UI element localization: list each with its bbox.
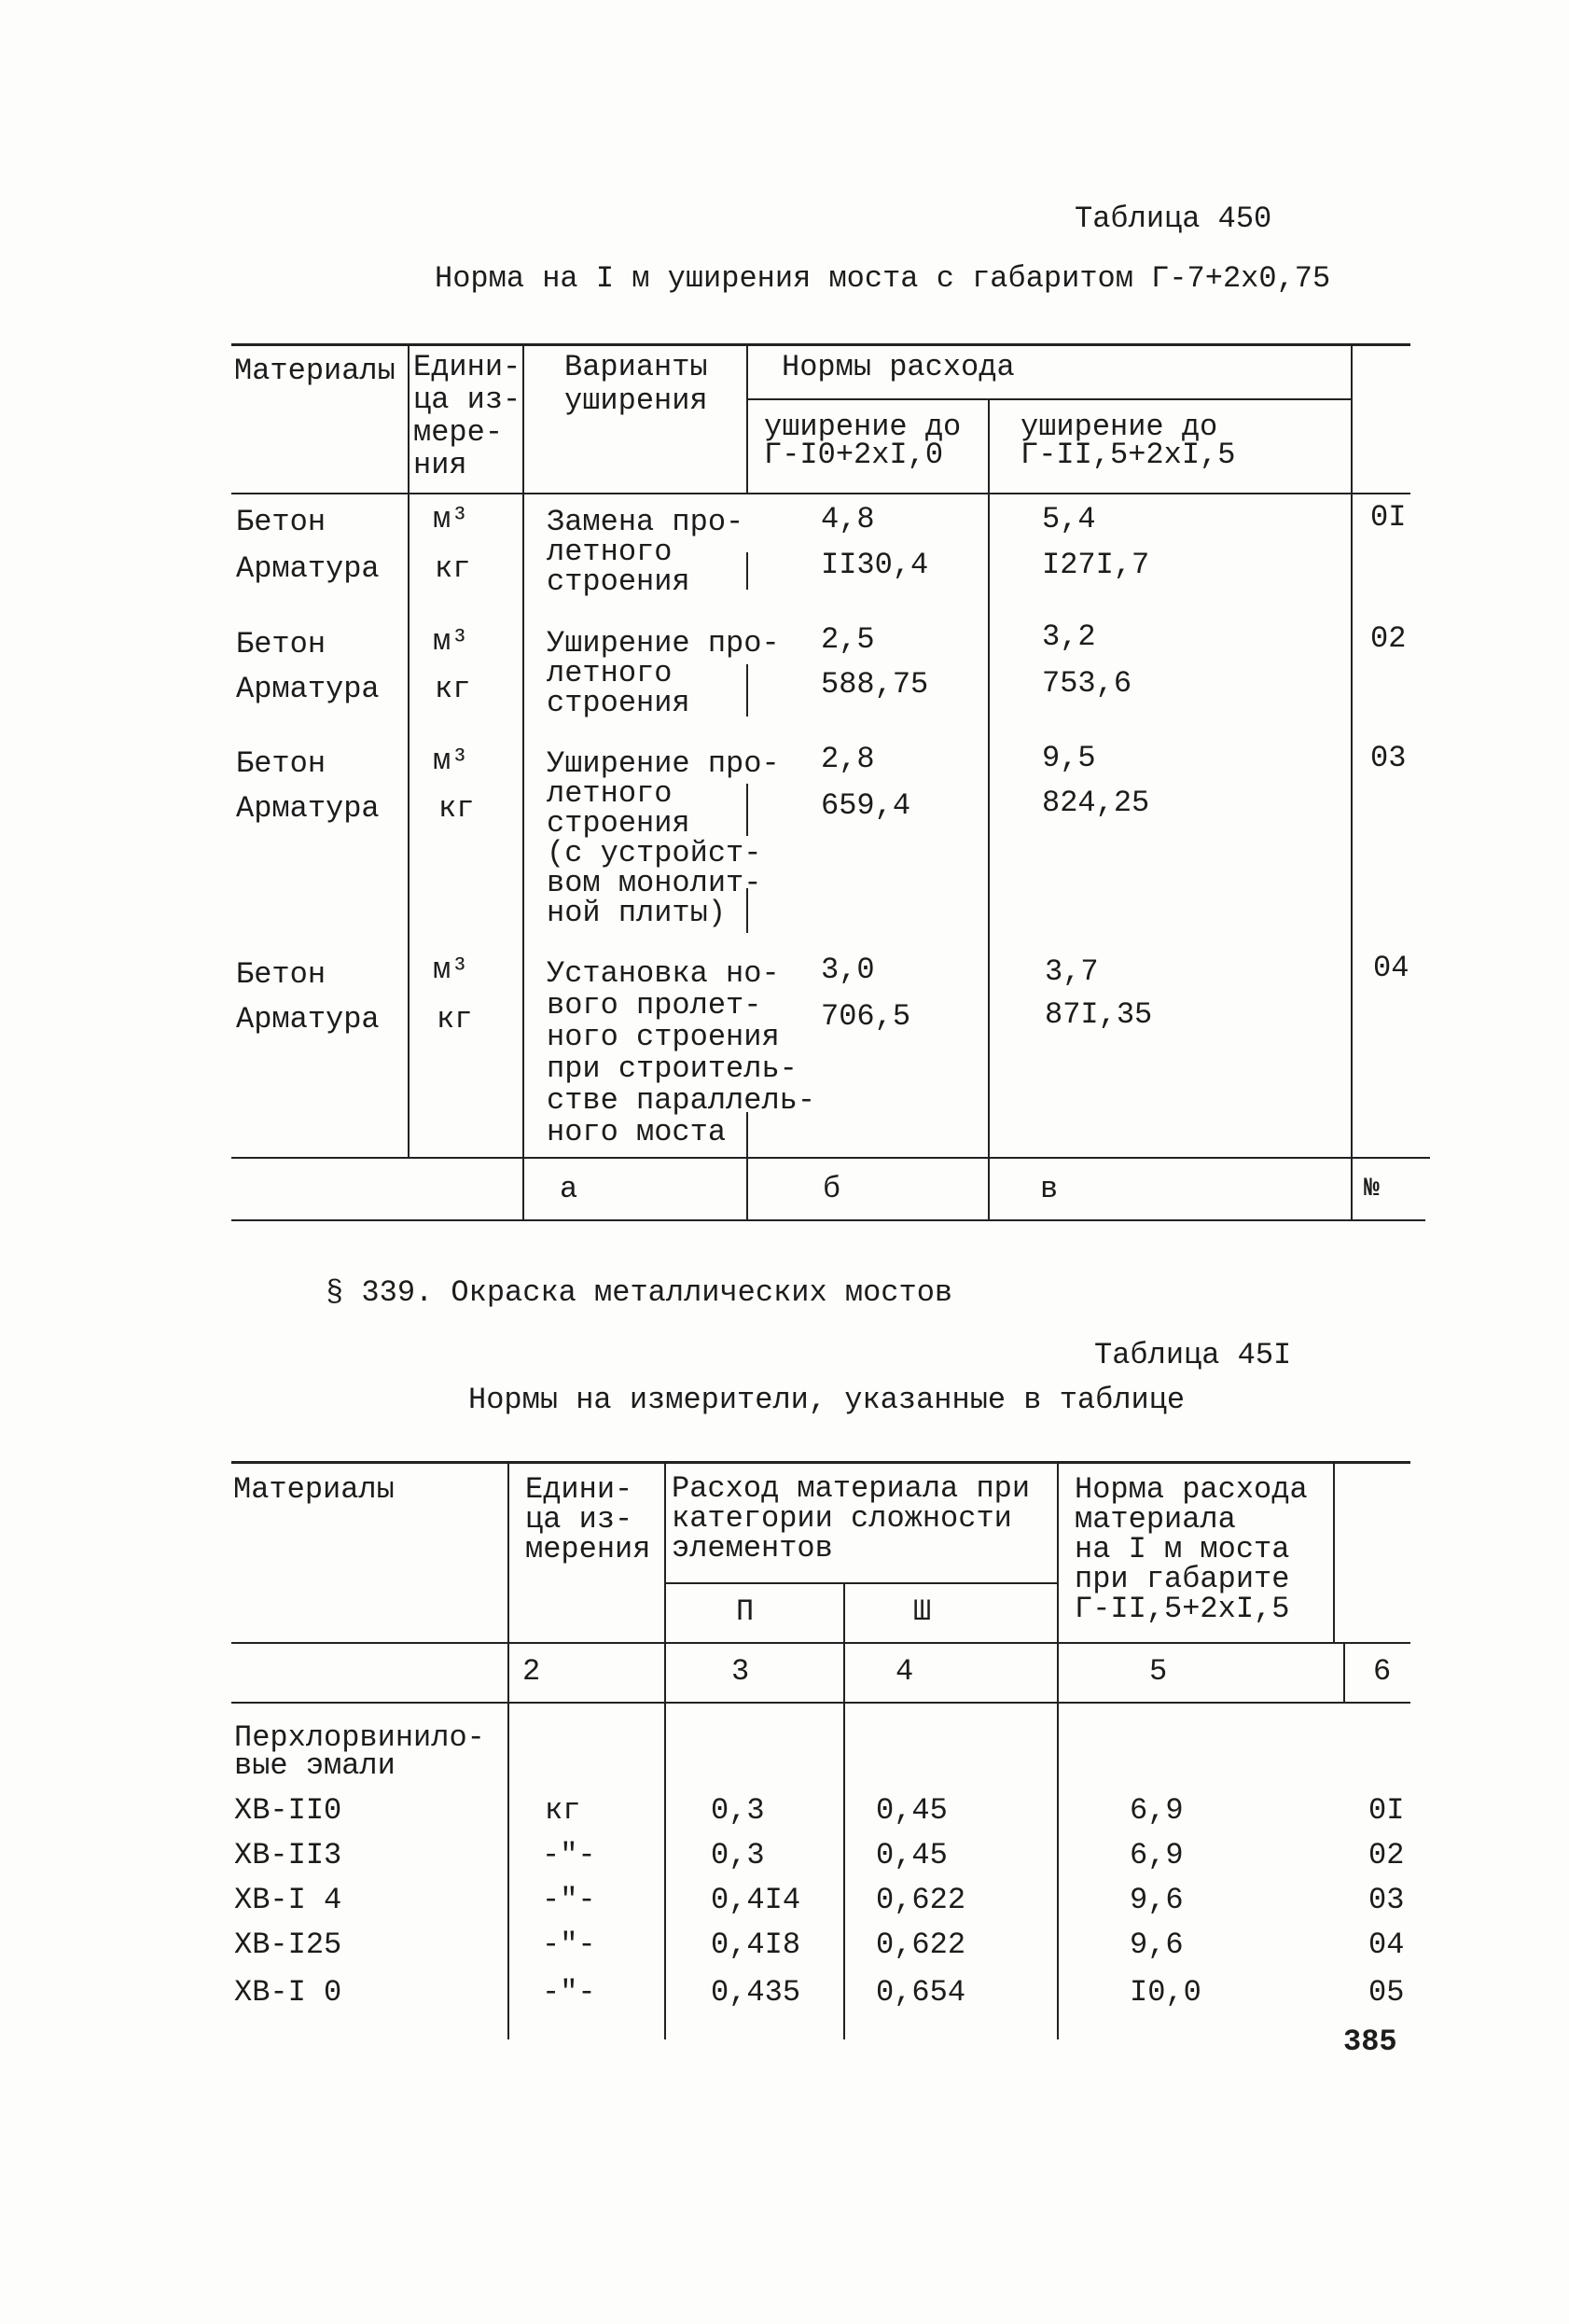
category-b-value: 0,654 bbox=[876, 1975, 966, 2010]
row-code: 05 bbox=[1368, 1975, 1405, 2010]
table-451-caption: Таблица 45I bbox=[1094, 1338, 1292, 1372]
norm-b-value: 5,4 bbox=[1042, 502, 1096, 536]
category-a-value: 0,4I8 bbox=[711, 1927, 801, 1962]
enamel-name: ХВ-I 0 bbox=[234, 1975, 342, 2010]
category-a-value: 0,4I4 bbox=[711, 1883, 801, 1917]
norm-a-value: 588,75 bbox=[821, 667, 929, 702]
variant-text: Замена про- летного строения bbox=[547, 505, 744, 599]
column-divider bbox=[843, 1582, 845, 2039]
column-letter: б bbox=[823, 1172, 841, 1206]
norm-b-value: 87I,35 bbox=[1045, 997, 1153, 1032]
material-name: Арматура bbox=[236, 791, 380, 826]
column-letter: а bbox=[560, 1172, 578, 1206]
header-unit: Едини- ца из- мерения bbox=[525, 1472, 651, 1566]
enamel-name: ХВ-I25 bbox=[234, 1927, 342, 1962]
column-number: 4 bbox=[896, 1654, 914, 1689]
table-450-caption: Таблица 450 bbox=[1075, 202, 1272, 236]
unit-value: кг bbox=[438, 791, 475, 826]
enamel-name: ХВ-II3 bbox=[234, 1838, 342, 1872]
row-code: 02 bbox=[1368, 1838, 1405, 1872]
column-number: 3 bbox=[731, 1654, 750, 1689]
unit-value: -"- bbox=[542, 1883, 596, 1917]
column-divider bbox=[746, 343, 748, 494]
norm-b-value: 3,7 bbox=[1045, 954, 1099, 989]
norm-b-value: 9,5 bbox=[1042, 741, 1096, 775]
material-name: Арматура bbox=[236, 672, 380, 706]
column-number: 2 bbox=[522, 1654, 541, 1689]
row-code: 0I bbox=[1368, 1793, 1405, 1828]
material-name: Бетон bbox=[236, 957, 326, 992]
norm-a-value: 706,5 bbox=[821, 999, 911, 1034]
section-heading: § 339. Окраска металлических мостов bbox=[326, 1275, 953, 1310]
unit-value: -"- bbox=[542, 1975, 596, 2010]
table-rule bbox=[746, 398, 1353, 400]
category-a-value: 0,3 bbox=[711, 1793, 765, 1828]
column-divider bbox=[1333, 1461, 1335, 1644]
variant-text: Уширение про- летного строения (с устройст- вом монолит- ной плиты) bbox=[547, 746, 780, 930]
material-name: Арматура bbox=[236, 551, 380, 586]
row-code: 0I bbox=[1370, 500, 1407, 535]
category-b-value: 0,622 bbox=[876, 1883, 966, 1917]
unit-value: кг bbox=[545, 1793, 581, 1828]
header-materials: Материалы bbox=[234, 354, 396, 388]
norm-b-value: 753,6 bbox=[1042, 666, 1132, 701]
norm-a-value: 2,5 bbox=[821, 622, 875, 657]
column-divider bbox=[1343, 1644, 1345, 1702]
norm-b-value: I27I,7 bbox=[1042, 548, 1150, 582]
column-divider bbox=[1057, 1461, 1059, 2039]
unit-value: м³ bbox=[433, 502, 469, 536]
header-norm-a: уширение до Г-I0+2хI,0 bbox=[764, 410, 962, 472]
material-name: Бетон bbox=[236, 505, 326, 539]
unit-value: кг bbox=[437, 1002, 473, 1037]
variant-text: Уширение про- летного строения bbox=[547, 626, 780, 720]
column-divider bbox=[507, 1461, 509, 2039]
enamel-name: ХВ-I 4 bbox=[234, 1883, 342, 1917]
row-code: 03 bbox=[1368, 1883, 1405, 1917]
table-rule bbox=[231, 1157, 1430, 1159]
norm-b-value: 824,25 bbox=[1042, 786, 1150, 820]
column-divider bbox=[1351, 343, 1353, 1221]
table-451-title: Нормы на измерители, указанные в таблице bbox=[468, 1383, 1186, 1417]
header-unit: Едини- ца из- мере- ния bbox=[413, 350, 521, 482]
category-a-value: 0,435 bbox=[711, 1975, 801, 2010]
row-code: 04 bbox=[1368, 1927, 1405, 1962]
column-divider bbox=[522, 343, 524, 1221]
column-divider bbox=[408, 343, 410, 1157]
table-rule bbox=[231, 1219, 1425, 1221]
norm-a-value: 659,4 bbox=[821, 788, 911, 823]
enamel-name: ХВ-II0 bbox=[234, 1793, 342, 1828]
column-divider bbox=[746, 552, 748, 590]
unit-value: м³ bbox=[433, 624, 469, 659]
unit-value: -"- bbox=[542, 1927, 596, 1962]
material-name: Арматура bbox=[236, 1002, 380, 1037]
header-materials: Материалы bbox=[233, 1472, 395, 1507]
norm-value: 9,6 bbox=[1130, 1883, 1184, 1917]
header-variants: Варианты уширения bbox=[564, 350, 708, 418]
category-b-value: 0,622 bbox=[876, 1927, 966, 1962]
page-number: 385 bbox=[1343, 2025, 1397, 2059]
unit-value: кг bbox=[435, 551, 471, 586]
column-number: 6 bbox=[1373, 1654, 1392, 1689]
row-code: 04 bbox=[1373, 951, 1409, 985]
norm-a-value: 4,8 bbox=[821, 502, 875, 536]
material-name: Бетон bbox=[236, 746, 326, 781]
unit-value: м³ bbox=[433, 953, 469, 987]
unit-value: м³ bbox=[433, 744, 469, 778]
norm-a-value: 2,8 bbox=[821, 742, 875, 776]
column-divider bbox=[988, 398, 990, 1221]
norm-value: 6,9 bbox=[1130, 1793, 1184, 1828]
group-label: Перхлорвинило- вые эмали bbox=[234, 1720, 485, 1783]
material-name: Бетон bbox=[236, 627, 326, 661]
column-divider bbox=[664, 1461, 666, 2039]
norm-value: 9,6 bbox=[1130, 1927, 1184, 1962]
column-letter: в bbox=[1040, 1172, 1059, 1206]
table-rule bbox=[231, 1702, 1410, 1704]
header-consumption: Расход материала при категории сложности элементов bbox=[672, 1471, 1031, 1566]
unit-value: -"- bbox=[542, 1838, 596, 1872]
header-norms: Нормы расхода bbox=[782, 350, 1015, 384]
norm-value: 6,9 bbox=[1130, 1838, 1184, 1872]
category-b-value: 0,45 bbox=[876, 1838, 948, 1872]
variant-text: Установка но- вого пролет- ного строения при строитель- стве параллель- ного моста bbox=[547, 956, 816, 1149]
header-category-b: Ш bbox=[913, 1594, 932, 1629]
column-number-sign: № bbox=[1364, 1175, 1380, 1204]
table-rule bbox=[231, 1461, 1410, 1464]
category-a-value: 0,3 bbox=[711, 1838, 765, 1872]
header-norm-b: уширение до Г-II,5+2хI,5 bbox=[1021, 410, 1236, 472]
norm-value: I0,0 bbox=[1130, 1975, 1201, 2010]
row-code: 03 bbox=[1370, 741, 1407, 775]
table-rule bbox=[664, 1582, 1057, 1584]
header-norm: Норма расхода материала на I м моста при габарите Г-II,5+2хI,5 bbox=[1075, 1472, 1308, 1626]
norm-a-value: II30,4 bbox=[821, 548, 929, 582]
norm-b-value: 3,2 bbox=[1042, 619, 1096, 654]
row-code: 02 bbox=[1370, 621, 1407, 656]
category-b-value: 0,45 bbox=[876, 1793, 948, 1828]
unit-value: кг bbox=[435, 672, 471, 706]
column-number: 5 bbox=[1149, 1654, 1168, 1689]
table-rule bbox=[231, 1642, 1410, 1644]
norm-a-value: 3,0 bbox=[821, 953, 875, 987]
table-450-title: Норма на I м уширения моста с габаритом Г-7+2х0,75 bbox=[435, 261, 1331, 296]
header-category-a: П bbox=[736, 1594, 755, 1629]
